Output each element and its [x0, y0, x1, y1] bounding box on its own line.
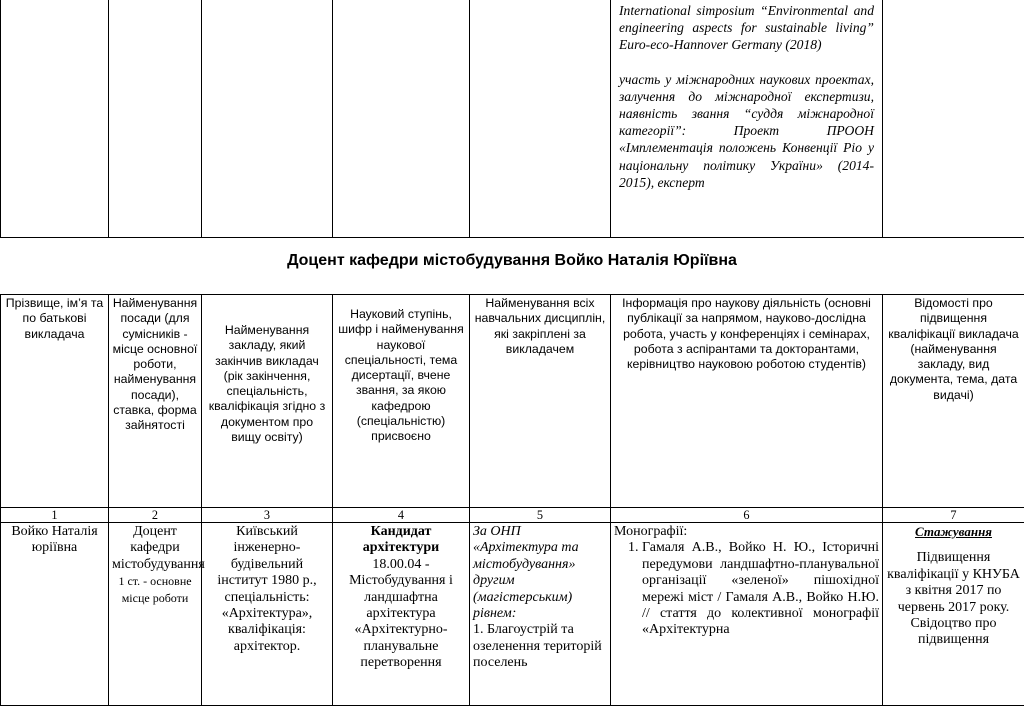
top-cell-1 [1, 0, 109, 238]
training-body: Підвищення кваліфікації у КНУБА з квітня 2017 по червень 2017 року. Свідоцтво про підвищення [886, 550, 1021, 648]
cell-position [109, 523, 202, 706]
col-number-5: 5 [470, 508, 611, 523]
col-number-7: 7 [883, 508, 1024, 523]
top-paragraph-1: International simposium “Environmental and engineering aspects for sustainable living” Euro-eco-Hannover Germany (2018) [619, 2, 874, 54]
position-rate: 1 ст. - основне місце роботи [112, 573, 198, 606]
top-paragraph-2: участь у міжнародних наукових проектах, залучення до міжнародної експертизи, наявність звання “суддя міжнародної категорії”: Проект ПРООН «Імплементація положень Конвенції Ріо у національну політику України» (2014-2015), експерт [619, 71, 874, 191]
top-science-cell [611, 0, 883, 238]
col-number-2: 2 [109, 508, 202, 523]
top-cell-5 [470, 0, 611, 238]
header-degree: Науковий ступінь, шифр і найменування наукової спеціальності, тема дисертації, вчене звання, за якою кафедрою (спеціальністю) присвоєно [333, 295, 470, 508]
science-title: Монографії: [614, 524, 879, 540]
teacher-name: Войко Наталія юріївна [11, 524, 97, 555]
cell-disciplines [470, 523, 611, 706]
top-cell-7 [883, 0, 1024, 238]
degree-body: 18.00.04 - Містобудування і ландшафтна архітектура «Архітектурно-планувальне перетворення [336, 557, 466, 672]
top-cell-4 [333, 0, 470, 238]
col-number-3: 3 [202, 508, 333, 523]
institution-text: Київський інженерно-будівельний інститут 1980 р., спеціальність: «Архітектура», кваліфікація: архітектор. [217, 524, 316, 654]
section-heading: Доцент кафедри містобудування Войко Наталія Юріївна [0, 252, 1024, 270]
col-number-6: 6 [611, 508, 883, 523]
col-number-1: 1 [1, 508, 109, 523]
position-main: Доцент кафедри містобудування [112, 524, 198, 573]
top-cell-3 [202, 0, 333, 238]
cell-degree [333, 523, 470, 706]
discipline-item: 1. Благоустрій та озеленення територій поселень [473, 622, 607, 671]
header-disciplines: Найменування всіх навчальних дисциплін, які закріплені за викладачем [470, 295, 611, 508]
header-training: Відомості про підвищення кваліфікації викладача (найменування закладу, вид документа, тема, дата видачі) [883, 295, 1024, 508]
cell-training [883, 523, 1024, 706]
header-institution: Найменування закладу, який закінчив викладач (рік закінчення, спеціальність, кваліфікація згідно з документом про вищу освіту) [202, 295, 333, 508]
disciplines-intro: За ОНП «Архітектура та містобудування» другим (магістерським) рівнем: [473, 524, 607, 622]
top-cell-2 [109, 0, 202, 238]
cell-science [611, 523, 883, 706]
header-science: Інформація про наукову діяльність (основні публікації за напрямом, науково-дослідна робота, участь у конференціях і семінарах, робота з аспірантами та докторантами, керівництво науковою роботою студентів) [611, 295, 883, 508]
cell-name [1, 523, 109, 706]
number-row [1, 508, 1024, 523]
table-row [1, 523, 1024, 706]
training-title: Стажування [886, 524, 1021, 540]
cell-institution [202, 523, 333, 706]
header-row [1, 295, 1024, 508]
top-table [0, 0, 1024, 238]
header-position: Найменування посади (для сумісників - місце основної роботи, найменування посади), ставка, форма зайнятості [109, 295, 202, 508]
publication-list [614, 540, 879, 638]
publication-item: 1. Гамаля А.В., Войко Н. Ю., Історичні передумови ландшафтно-планувальної організації «зеленої» пішохідної мережі міст / Гамаля А.В., Войко Н.Ю. // стаття до колективної монографії «Архітектурна [642, 540, 879, 638]
header-name: Прізвище, ім’я та по батькові викладача [1, 295, 109, 508]
degree-title: Кандидат архітектури [336, 524, 466, 557]
teacher-table [0, 294, 1024, 706]
col-number-4: 4 [333, 508, 470, 523]
